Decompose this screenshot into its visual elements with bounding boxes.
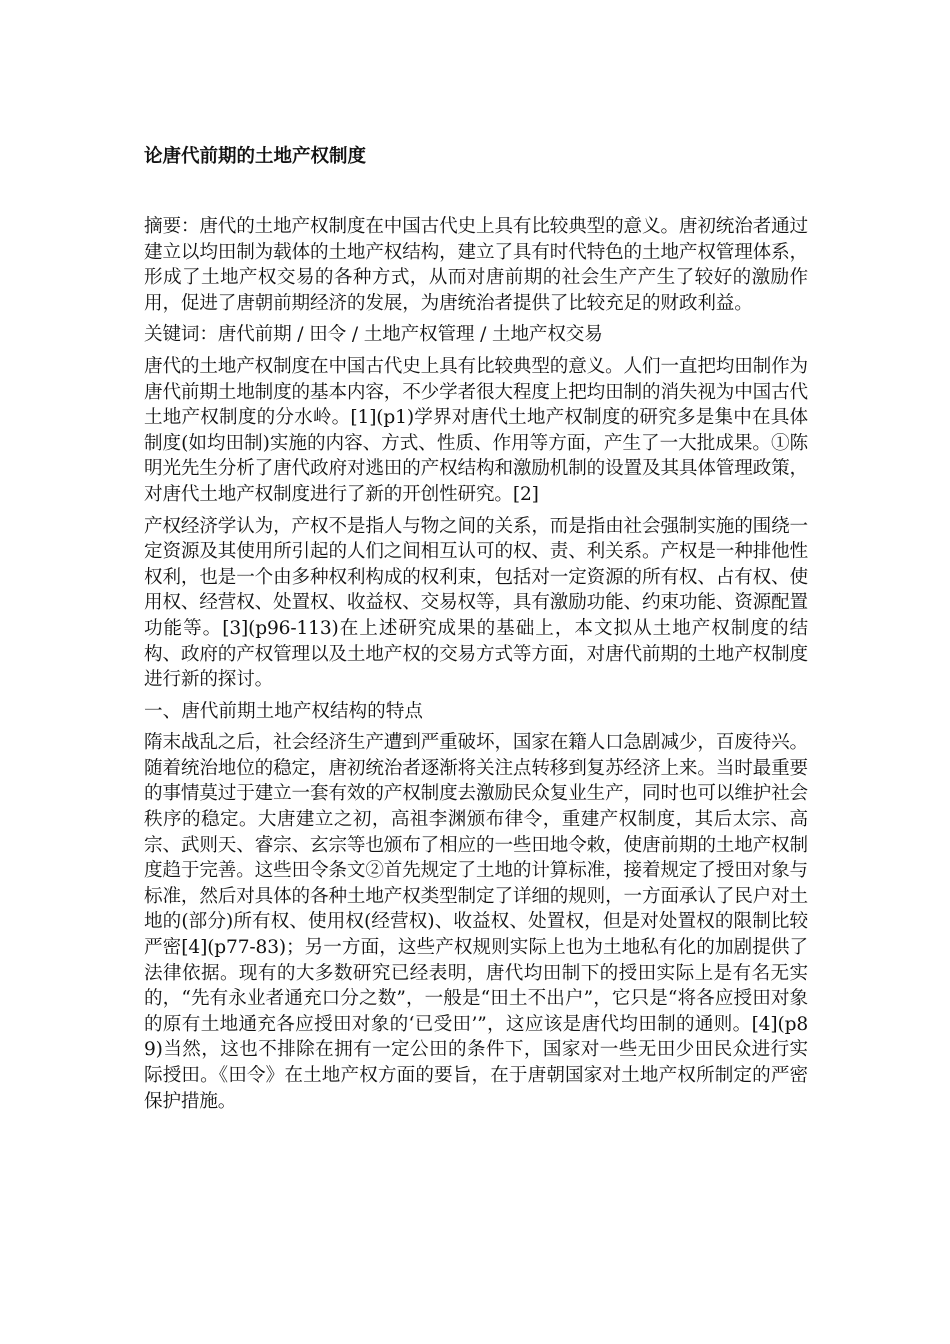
section-heading: 一、唐代前期土地产权结构的特点 [144,700,423,722]
body-paragraph: 产权经济学认为，产权不是指人与物之间的关系，而是指由社会强制实施的围绕一定资源及其使用所引起的人们之间相互认可的权、责、利关系。产权是一种排他性权利，也是一个由多种权利构成的权利束，包括对一定资源的所有权、占有权、使用权、经营权、处置权、收益权、交易权等，具有激励功能、约束功能、资源配置功能等。[3](p96-113)在上述研究成果的基础上，本文拟从土地产权制度的结构、政府的产权管理以及土地产权的交易方式等方面，对唐代前期的土地产权制度进行新的探讨。 [144,515,808,691]
abstract-paragraph: 摘要：唐代的土地产权制度在中国古代史上具有比较典型的意义。唐初统治者通过建立以均田制为载体的土地产权结构，建立了具有时代特色的土地产权管理体系，形成了土地产权交易的各种方式，从而对唐前期的社会生产产生了较好的激励作用，促进了唐朝前期经济的发展，为唐统治者提供了比较充足的财政利益。 [144,216,808,314]
document-page [144,136,808,1120]
body-paragraph: 唐代的土地产权制度在中国古代史上具有比较典型的意义。人们一直把均田制作为唐代前期土地制度的基本内容，不少学者很大程度上把均田制的消失视为中国古代土地产权制度的分水岭。[1](p1)学界对唐代土地产权制度的研究多是集中在具体制度(如均田制)实施的内容、方式、性质、作用等方面，产生了一大批成果。①陈明光先生分析了唐代政府对逃田的产权结构和激励机制的设置及其具体管理政策，对唐代土地产权制度进行了新的开创性研究。[2] [144,355,808,505]
body-paragraph: 隋末战乱之后，社会经济生产遭到严重破坏，国家在籍人口急剧减少，百废待兴。随着统治地位的稳定，唐初统治者逐渐将关注点转移到复苏经济上来。当时最重要的事情莫过于建立一套有效的产权制度去激励民众复业生产，同时也可以维护社会秩序的稳定。大唐建立之初，高祖李渊颁布律令，重建产权制度，其后太宗、高宗、武则天、睿宗、玄宗等也颁布了相应的一些田地令敕，使唐前期的土地产权制度趋于完善。这些田令条文②首先规定了土地的计算标准，接着规定了授田对象与标准，然后对具体的各种土地产权类型制定了详细的规则，一方面承认了民户对土地的(部分)所有权、使用权(经营权)、收益权、处置权，但是对处置权的限制比较严密[4](p77-83)；另一方面，这些产权规则实际上也为土地私有化的加剧提供了法律依据。现有的大多数研究已经表明，唐代均田制下的授田实际上是有名无实的，“先有永业者通充口分之数”，一般是“田土不出户”，它只是“将各应授田对象的原有土地通充各应授田对象的‘已受田’”，这应该是唐代均田制的通则。[4](p89)当然，这也不排除在拥有一定公田的条件下，国家对一些无田少田民众进行实际授田。《田令》在土地产权方面的要旨，在于唐朝国家对土地产权所制定的严密保护措施。 [144,732,808,1112]
keywords-line: 关键词：唐代前期 / 田令 / 土地产权管理 / 土地产权交易 [144,324,603,346]
document-title: 论唐代前期的土地产权制度 [144,146,367,167]
